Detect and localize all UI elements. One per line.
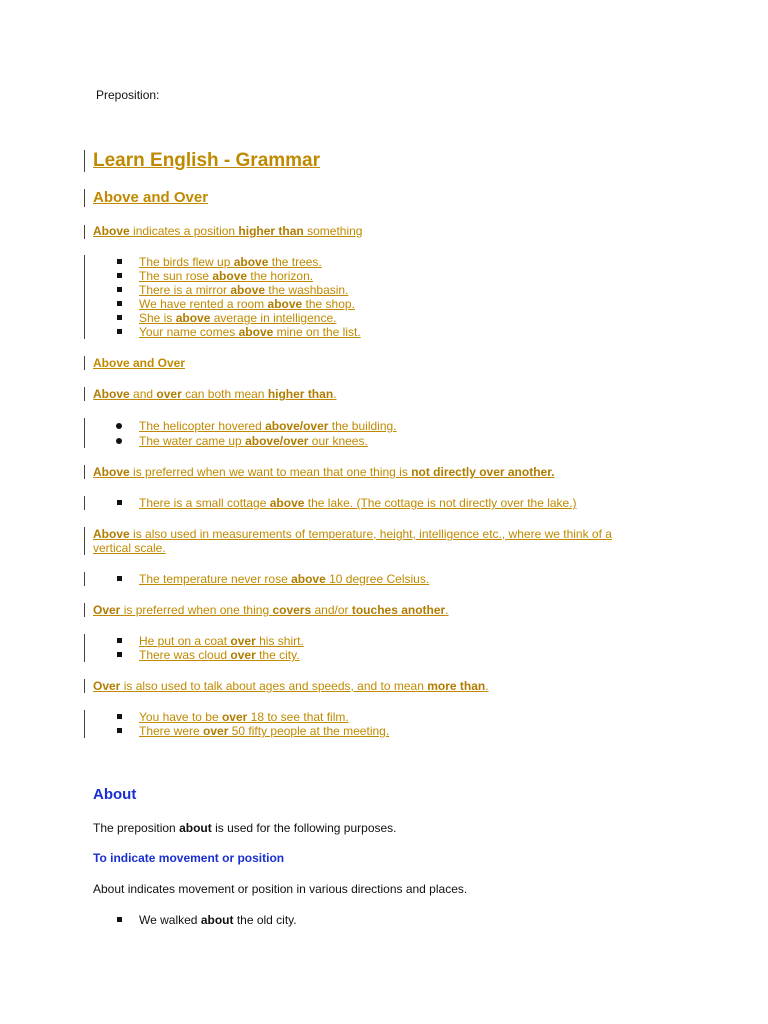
bullet-icon (117, 917, 122, 922)
quote-bar (84, 634, 85, 662)
page-title-link[interactable]: Learn English - Grammar (93, 150, 321, 171)
rule-link-continued[interactable]: vertical scale. (93, 541, 166, 555)
rule-link[interactable]: Over is preferred when one thing covers and/or touches another. (93, 603, 449, 617)
intro-link[interactable]: Above and over can both mean higher than. (93, 387, 337, 401)
example-link[interactable]: We have rented a room above the shop. (139, 297, 355, 311)
example-link[interactable]: There were over 50 fifty people at the meeting. (139, 724, 390, 738)
quote-bar (84, 710, 85, 738)
example-link[interactable]: There is a small cottage above the lake. (The cottage is not directly over the lake.) (139, 496, 577, 510)
example-link[interactable]: The birds flew up above the trees. (139, 255, 322, 269)
quote-bar (84, 527, 85, 555)
about-intro: The preposition about is used for the following purposes. (93, 821, 397, 835)
about-subheading: To indicate movement or position (93, 851, 285, 865)
quote-bar (84, 465, 85, 479)
bullet-icon (117, 287, 122, 292)
bold-term: Above (93, 224, 130, 238)
rule-link[interactable]: Above is preferred when we want to mean that one thing is not directly over another. (93, 465, 555, 479)
quote-bar (84, 418, 85, 448)
quote-bar (84, 189, 85, 207)
quote-bar (84, 225, 85, 239)
example-link[interactable]: The temperature never rose above 10 degree Celsius. (139, 572, 430, 586)
bullet-icon (117, 714, 122, 719)
rule-link[interactable]: Over is also used to talk about ages and speeds, and to mean more than. (93, 679, 489, 693)
bullet-icon (117, 273, 122, 278)
example-link[interactable]: The sun rose above the horizon. (139, 269, 314, 283)
quote-bar (84, 679, 85, 693)
bullet-icon (117, 500, 122, 505)
text-run: something (303, 224, 363, 238)
example-link[interactable]: There is a mirror above the washbasin. (139, 283, 349, 297)
example-link[interactable]: There was cloud over the city. (139, 648, 300, 662)
bullet-icon (116, 438, 122, 444)
quote-bar (84, 255, 85, 339)
section-heading-link[interactable]: Above and Over (93, 189, 209, 206)
about-example: We walked about the old city. (139, 913, 297, 927)
bullet-icon (117, 329, 122, 334)
quote-bar (84, 572, 85, 586)
example-link[interactable]: The water came up above/over our knees. (139, 434, 368, 448)
quote-bar (84, 603, 85, 617)
about-heading: About (93, 786, 137, 803)
about-description: About indicates movement or position in various directions and places. (93, 882, 468, 896)
bold-term: higher than (238, 224, 304, 238)
bullet-icon (117, 576, 122, 581)
intro-link[interactable] (93, 224, 362, 238)
example-link[interactable]: You have to be over 18 to see that film. (139, 710, 349, 724)
quote-bar (84, 387, 85, 401)
section-heading-link[interactable]: Above and Over (93, 356, 186, 370)
text-run: indicates a position (129, 224, 239, 238)
rule-link[interactable]: Above is also used in measurements of temperature, height, intelligence etc., where we think of a (93, 527, 612, 541)
bullet-icon (117, 315, 122, 320)
example-link[interactable]: Your name comes above mine on the list. (139, 325, 361, 339)
example-link[interactable]: He put on a coat over his shirt. (139, 634, 304, 648)
bullet-icon (117, 638, 122, 643)
bullet-icon (117, 728, 122, 733)
bullet-icon (117, 652, 122, 657)
example-link[interactable]: She is above average in intelligence. (139, 311, 337, 325)
bullet-icon (117, 301, 122, 306)
bullet-icon (116, 423, 122, 429)
doc-label: Preposition: (96, 88, 160, 102)
quote-bar (84, 150, 85, 172)
quote-bar (84, 356, 85, 370)
example-link[interactable]: The helicopter hovered above/over the building. (139, 419, 397, 433)
quote-bar (84, 496, 85, 510)
bullet-icon (117, 259, 122, 264)
